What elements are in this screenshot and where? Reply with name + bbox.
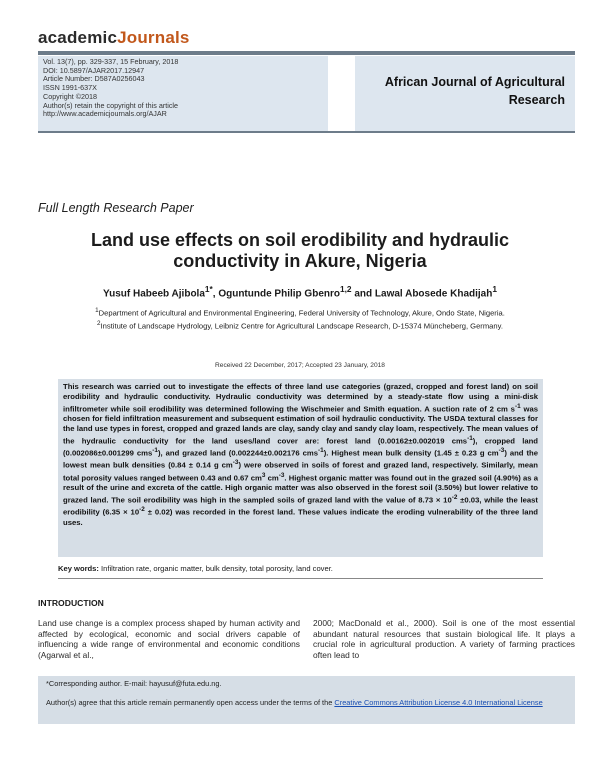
author-1: Yusuf Habeeb Ajibola [103, 288, 205, 300]
title-line-1: Land use effects on soil erodibility and hydraulic [90, 230, 510, 250]
section-heading-introduction: INTRODUCTION [38, 598, 104, 608]
publisher-logo [38, 28, 190, 48]
corresponding-author: *Corresponding author. E-mail: hayusuf@futa.edu.ng. [46, 679, 222, 688]
journal-name-line2: Research [508, 93, 565, 107]
meta-issn: ISSN 1991-637X [43, 83, 97, 93]
affiliation-1: $^1$Department of Agricultural and Environmental Engineering, Federal University of Technology, Akure, Ondo State, Nigeria. [95, 307, 505, 318]
meta-url[interactable]: http://www.academicjournals.org/AJAR [43, 109, 167, 119]
abstract-box: This research was carried out to investigate the effects of three land use categories (grazed, cropped and forest land) on soil erodibility and hydraulic conductivity. Hydraulic conductivity was determined by a steady-state flow using a mini-disk infiltrometer while soil erodibility was determined following the Wischmeier and Smith equation. A suction rate of 2 cm $s^{-1}$ was chosen for field infiltration measurement and subsequent estimation of soil hydraulic conductivity. The USDA textural classes for the land use types in forest, cropped and grazed lands are clay, sandy clay and sandy clay loam, respectively. The mean values of the hydraulic conductivity for the land uses/land cover are: forest land (0.00162±0.002019 cms$^{-1}$), cropped land (0.002086±0.001299 cms$^{-1}$), and grazed land (0.002244±0.002176 cms$^{-1}$). Highest mean bulk density (1.45 ± 0.23 g $cm^{-3}$) and the lowest mean bulk densities (0.84 ± 0.14 g $cm^{-3}$) were observed in soils of forest and grazed land, respectively. Similarly, mean total porosity values ranged between 0.43 and 0.67 $cm^3$ $cm^{-3}$. Highest organic matter was found out in the grazed soil (4.90%) as a result of the urine and excreta of the cattle. High organic matter was also observed in the forest soil (3.50%) but lower relative to grazed land. The soil erodibility was high in the sampled soils of grazed land with the value of $8.73 \times 10^{-2} \pm 0.03$, while the least erodibility $(6.35 \times 10^{-2} \pm 0.02)$ was recorded in the forest land. These values indicate the eroding vulnerability of the three land uses. [58, 379, 543, 557]
author-1-affil: 1* [204, 284, 213, 294]
intro-column-right: 2000; MacDonald et al., 2000). Soil is one of the most essential abundant natural resources that sustain biological life. It plays a crucial role in agricultural production. A variety of farming practices often lead to [313, 618, 575, 660]
paper-title [40, 230, 560, 272]
keywords [58, 564, 543, 574]
author-2: Oguntunde Philip Gbenro [218, 288, 340, 300]
meta-volume: Vol. 13(7), pp. 329-337, 15 February, 2018 [43, 57, 179, 66]
title-line-2: conductivity in Akure, Nigeria [173, 251, 427, 271]
author-3: Lawal Abosede Khadijah [374, 288, 493, 300]
header-rule [38, 51, 575, 55]
author-sep-2: and [351, 288, 375, 300]
logo-text-academic: academic [38, 28, 118, 47]
author-list [40, 284, 560, 299]
journal-name-line1: African Journal of Agricultural [384, 75, 565, 89]
header-bottom-rule [38, 131, 575, 133]
keywords-label: Key words: [58, 564, 99, 573]
meta-article-number: Article Number: D587A0256043 [43, 74, 145, 84]
affiliations [85, 306, 515, 331]
license-text: Author(s) agree that this article remain permanently open access under the terms of the [46, 697, 335, 707]
keywords-rule [58, 578, 543, 579]
article-meta-box [38, 56, 328, 131]
intro-column-left: Land use change is a complex process shaped by human activity and affected by ecological, economic and social drivers capable of influencing a wide range of environmental and economic conditions (Agarwal et al., [38, 618, 300, 660]
license-link[interactable]: Creative Commons Attribution License 4.0 International License [334, 697, 543, 707]
author-2-affil: 1,2 [339, 284, 352, 294]
meta-doi: DOI: 10.5897/AJAR2017.12947 [43, 65, 145, 75]
article-type: Full Length Research Paper [38, 201, 194, 215]
meta-copyright: Copyright ©2018 [43, 91, 98, 101]
journal-name-box [355, 56, 575, 131]
author-sep-1: , [212, 288, 219, 300]
author-3-affil: 1 [492, 284, 497, 294]
meta-rights: Author(s) retain the copyright of this article [43, 100, 179, 110]
keywords-text: Infiltration rate, organic matter, bulk density, total porosity, land cover. [98, 564, 333, 573]
affiliation-2: $^2$Institute of Landscape Hydrology, Leibniz Centre for Agricultural Landscape Research, D-15374 Müncheberg, Germany. [97, 319, 503, 331]
logo-text-journals: Journals [117, 28, 190, 47]
received-accepted-dates: Received 22 December, 2017; Accepted 23 January, 2018 [215, 362, 385, 369]
footnote-box [38, 676, 575, 724]
